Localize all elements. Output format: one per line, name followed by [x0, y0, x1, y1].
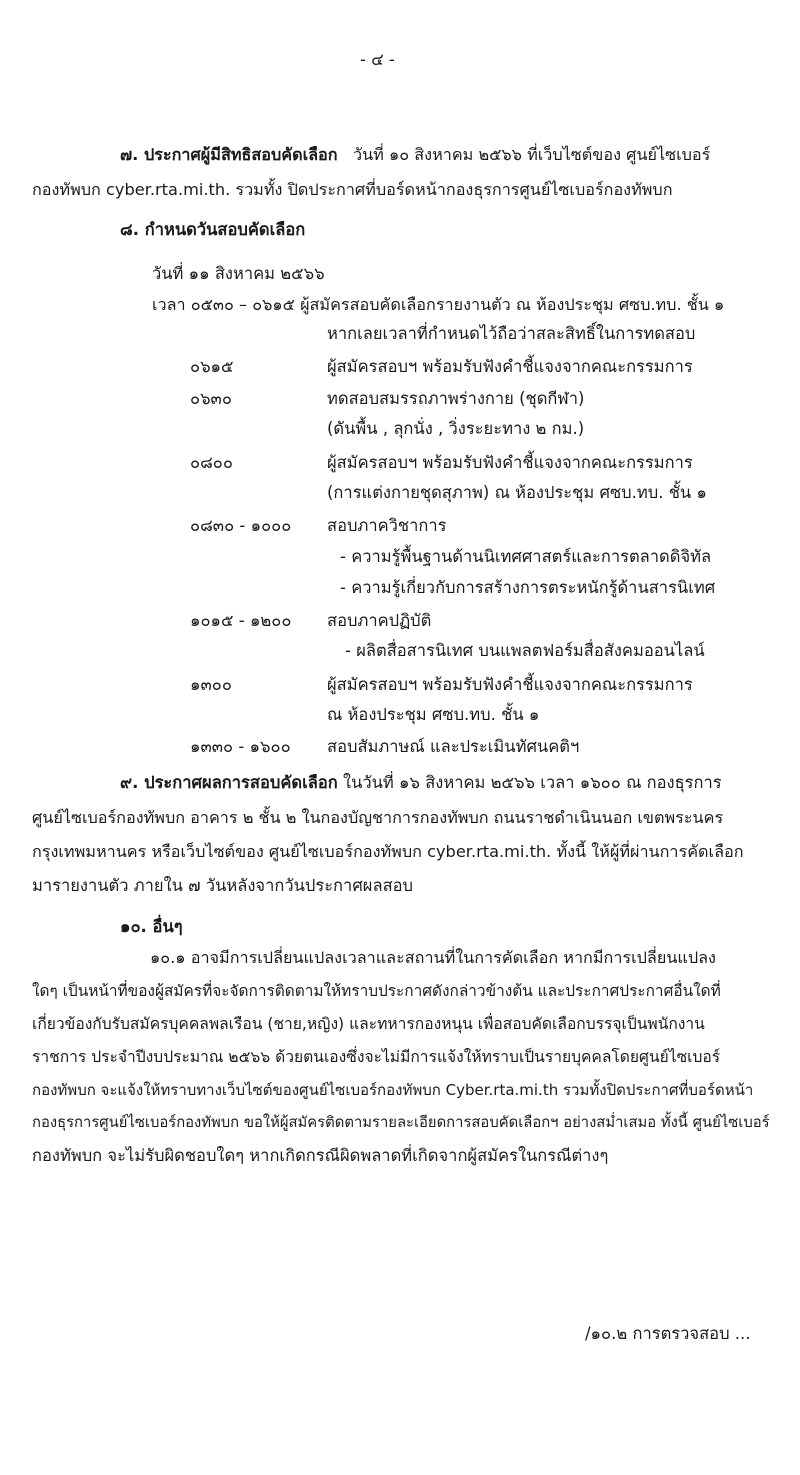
schedule-activity: สอบภาคปฏิบัติ	[327, 611, 432, 630]
section-9-line-4: มารายงานตัว ภายใน ๗ วันหลังจากวันประกาศผลสอบ	[32, 876, 414, 895]
schedule-activity: สอบภาควิชาการ	[327, 516, 447, 535]
schedule-time: ๑๐๑๕ - ๑๒๐๐	[190, 611, 292, 630]
section-10-paragraph-line: กองทัพบก จะแจ้งให้ทราบทางเว็บไซต์ของศูนย์ไซเบอร์กองทัพบก Cyber.rta.mi.th รวมทั้งปิดประกาศที่บอร์ดหน้า	[32, 1081, 754, 1099]
schedule-time: ๐๘๓๐ - ๑๐๐๐	[190, 516, 292, 535]
continuation-note: /๑๐.๒ การตรวจสอบ ...	[585, 1324, 751, 1343]
section-7-text: วันที่ ๑๐ สิงหาคม ๒๕๖๖ ที่เว็บไซต์ของ ศูนย์ไซเบอร์	[353, 145, 711, 164]
schedule-activity-detail: - ความรู้เกี่ยวกับการสร้างการตระหนักรู้ด้านสารนิเทศ	[340, 578, 716, 597]
registration-note: หากเลยเวลาที่กำหนดไว้ถือว่าสละสิทธิ์ในการทดสอบ	[327, 324, 696, 343]
section-10-paragraph-line: เกี่ยวข้องกับรับสมัครบุคคลพลเรือน (ชาย,หญิง) และทหารกองหนุน เพื่อสอบคัดเลือกบรรจุเป็นพนักงาน	[32, 1015, 705, 1033]
schedule-time: ๐๖๓๐	[190, 389, 232, 408]
section-10-paragraph-line: ราชการ ประจำปีงบประมาณ ๒๕๖๖ ด้วยตนเองซึ่งจะไม่มีการแจ้งให้ทราบเป็นรายบุคคลโดยศูนย์ไซเบอร์	[32, 1048, 721, 1066]
section-9-heading: ๙. ประกาศผลการสอบคัดเลือก	[120, 773, 338, 792]
schedule-activity-detail: ณ ห้องประชุม ศซบ.ทบ. ชั้น ๑	[327, 705, 540, 724]
schedule-activity: ผู้สมัครสอบฯ พร้อมรับฟังคำชี้แจงจากคณะกรรมการ	[327, 453, 693, 472]
section-9-line-3: กรุงเทพมหานคร หรือเว็บไซต์ของ ศูนย์ไซเบอร์กองทัพบก cyber.rta.mi.th. ทั้งนี้ ให้ผู้ที่ผ่านการคัดเลือก	[32, 842, 744, 861]
schedule-activity: สอบสัมภาษณ์ และประเมินทัศนคติฯ	[327, 737, 580, 756]
section-7-line-1	[120, 143, 710, 167]
schedule-activity: ผู้สมัครสอบฯ พร้อมรับฟังคำชี้แจงจากคณะกรรมการ	[327, 357, 693, 376]
schedule-time: ๑๓๓๐ - ๑๖๐๐	[190, 737, 291, 756]
schedule-time: ๐๖๑๕	[190, 357, 234, 376]
schedule-activity-detail: (ดันพื้น , ลุกนั่ง , วิ่งระยะทาง ๒ กม.)	[327, 419, 585, 438]
schedule-time: ๐๘๐๐	[190, 453, 233, 472]
registration-line: เวลา ๐๕๓๐ – ๐๖๑๕ ผู้สมัครสอบคัดเลือกรายงานตัว ณ ห้องประชุม ศซบ.ทบ. ชั้น ๑	[152, 295, 725, 314]
section-10-paragraph-line: ใดๆ เป็นหน้าที่ของผู้สมัครที่จะจัดการติดตามให้ทราบประกาศดังกล่าวข้างต้น และประกาศประกาศอื่นใดที่	[32, 982, 721, 1000]
section-7-line-2: กองทัพบก cyber.rta.mi.th. รวมทั้ง ปิดประกาศที่บอร์ดหน้ากองธุรการศูนย์ไซเบอร์กองทัพบก	[32, 180, 673, 199]
section-8-heading: ๘. กำหนดวันสอบคัดเลือก	[120, 220, 306, 239]
section-9-line-1	[120, 771, 722, 795]
section-7-heading: ๗. ประกาศผู้มีสิทธิสอบคัดเลือก	[120, 145, 338, 164]
section-10-paragraph-line: กองทัพบก จะไม่รับผิดชอบใดๆ หากเกิดกรณีผิดพลาดที่เกิดจากผู้สมัครในกรณีต่างๆ	[32, 1146, 609, 1165]
schedule-activity-detail: (การแต่งกายชุดสุภาพ) ณ ห้องประชุม ศซบ.ทบ. ชั้น ๑	[327, 483, 707, 502]
section-10-heading: ๑๐. อื่นๆ	[120, 917, 183, 936]
section-10-paragraph-line: กองธุรการศูนย์ไซเบอร์กองทัพบก ขอให้ผู้สมัครติดตามรายละเอียดการสอบคัดเลือกฯ อย่างสม่ำเสมอ ทั้งนี้ ศูนย์ไซเบอร์	[32, 1114, 770, 1131]
schedule-activity: ทดสอบสมรรถภาพร่างกาย (ชุดกีฬา)	[327, 389, 585, 408]
section-9-line-2: ศูนย์ไซเบอร์กองทัพบก อาคาร ๒ ชั้น ๒ ในกองบัญชาการกองทัพบก ถนนราชดำเนินนอก เขตพระนคร	[32, 808, 724, 827]
schedule-activity: ผู้สมัครสอบฯ พร้อมรับฟังคำชี้แจงจากคณะกรรมการ	[327, 675, 693, 694]
schedule-activity-detail: - ความรู้พื้นฐานด้านนิเทศศาสตร์และการตลาดดิจิทัล	[340, 547, 712, 566]
schedule-activity-detail: - ผลิตสื่อสารนิเทศ บนแพลตฟอร์มสื่อสังคมออนไลน์	[345, 641, 705, 660]
section-9-text: ในวันที่ ๑๖ สิงหาคม ๒๕๖๖ เวลา ๑๖๐๐ ณ กองธุรการ	[343, 773, 722, 792]
exam-date: วันที่ ๑๑ สิงหาคม ๒๕๖๖	[152, 264, 325, 283]
section-10-paragraph-line: ๑๐.๑ อาจมีการเปลี่ยนแปลงเวลาและสถานที่ในการคัดเลือก หากมีการเปลี่ยนแปลง	[150, 948, 716, 967]
schedule-time: ๑๓๐๐	[190, 675, 232, 694]
page-number: - ๔ -	[360, 50, 395, 69]
